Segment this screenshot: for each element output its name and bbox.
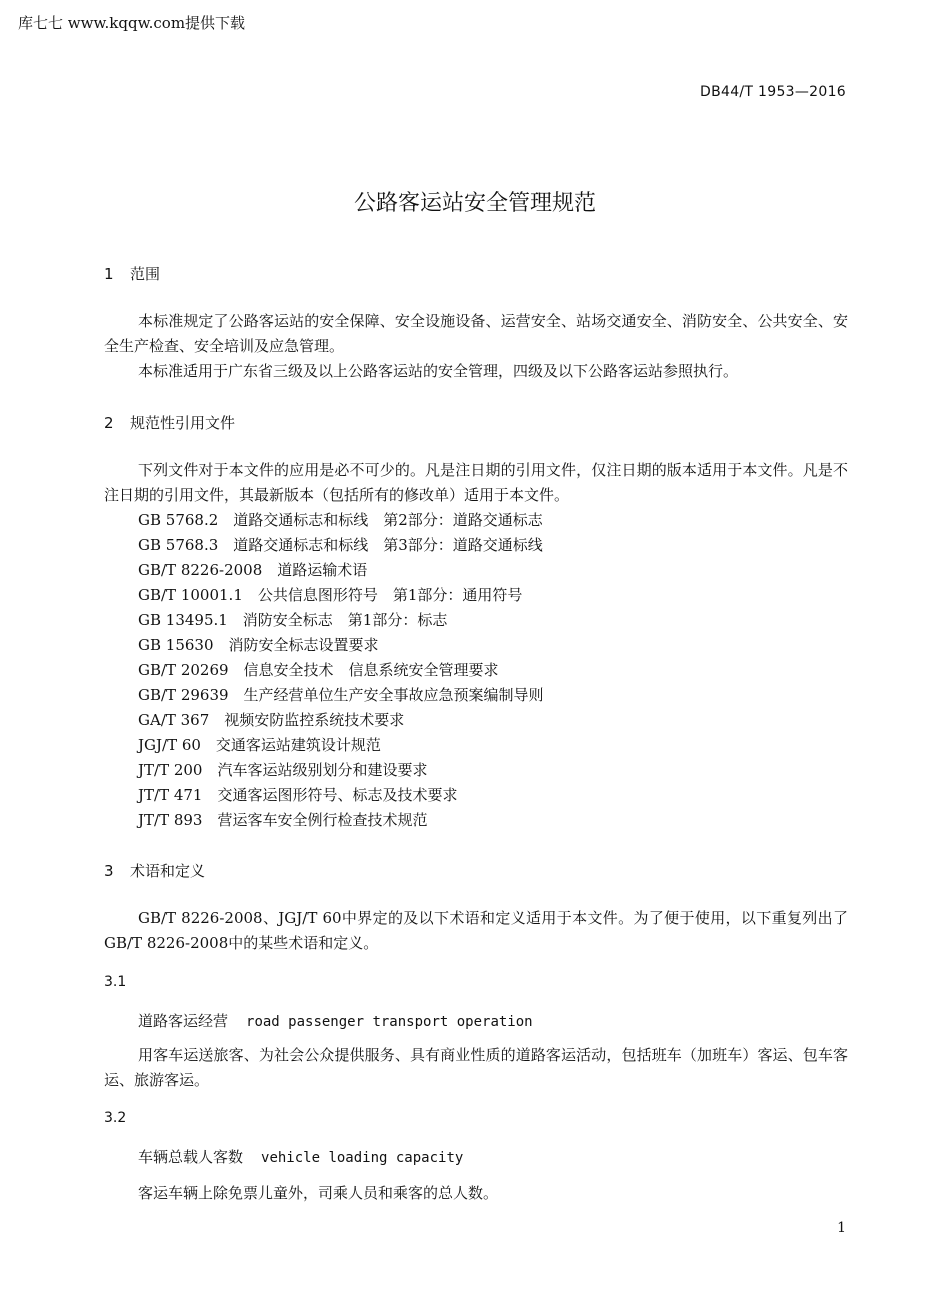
section-title: 术语和定义	[130, 862, 206, 880]
clause-number-3-2: 3.2	[104, 1110, 127, 1126]
definition-text: 客运车辆上除免票儿童外，司乘人员和乘客的总人数。	[138, 1184, 499, 1202]
term-chinese: 车辆总载人客数	[138, 1148, 244, 1166]
reference-item: GB/T 8226-2008 道路运输术语	[138, 561, 368, 579]
reference-item: GA/T 367 视频安防监控系统技术要求	[138, 711, 405, 729]
section-title: 规范性引用文件	[130, 414, 236, 432]
reference-item: JGJ/T 60 交通客运站建筑设计规范	[138, 736, 381, 754]
section-1-paragraph-2	[104, 359, 848, 384]
reference-item: GB 5768.2 道路交通标志和标线 第2部分：道路交通标志	[138, 511, 543, 529]
term-chinese: 道路客运经营	[138, 1012, 229, 1030]
paragraph-text: 本标准适用于广东省三级及以上公路客运站的安全管理，四级及以下公路客运站参照执行。	[138, 362, 739, 380]
section-2-paragraph-1	[104, 458, 848, 508]
section-1-paragraph-1	[104, 309, 848, 359]
definition-text: 用客车运送旅客、为社会公众提供服务、具有商业性质的道路客运活动，包括班车（加班车）客运、包车客运、旅游客运。	[104, 1046, 848, 1089]
reference-item: GB 15630 消防安全标志设置要求	[138, 636, 379, 654]
section-number: 3	[104, 862, 114, 880]
section-number: 2	[104, 414, 114, 432]
term-3-2	[138, 1146, 463, 1167]
section-3-paragraph-1	[104, 906, 848, 956]
section-2-heading	[104, 412, 235, 433]
reference-item: JT/T 471 交通客运图形符号、标志及技术要求	[138, 786, 458, 804]
term-english: vehicle loading capacity	[261, 1150, 464, 1166]
reference-item: GB 5768.3 道路交通标志和标线 第3部分：道路交通标线	[138, 536, 543, 554]
term-3-2-definition	[104, 1181, 848, 1206]
clause-number-3-1: 3.1	[104, 974, 127, 990]
watermark: 库七七 www.kqqw.com提供下载	[18, 14, 246, 32]
section-3-heading	[104, 860, 205, 881]
section-1-heading	[104, 263, 160, 284]
reference-item: GB/T 20269 信息安全技术 信息系统安全管理要求	[138, 661, 499, 679]
reference-item: GB/T 29639 生产经营单位生产安全事故应急预案编制导则	[138, 686, 544, 704]
section-title: 范围	[130, 265, 161, 283]
reference-item: GB/T 10001.1 公共信息图形符号 第1部分：通用符号	[138, 586, 523, 604]
paragraph-text: 下列文件对于本文件的应用是必不可少的。凡是注日期的引用文件，仅注日期的版本适用于本文件。凡是不注日期的引用文件，其最新版本（包括所有的修改单）适用于本文件。	[104, 461, 848, 504]
page-number: 1	[837, 1220, 846, 1236]
reference-item: JT/T 200 汽车客运站级别划分和建设要求	[138, 761, 428, 779]
document-number: DB44/T 1953—2016	[700, 84, 846, 100]
reference-item: GB 13495.1 消防安全标志 第1部分：标志	[138, 611, 448, 629]
paragraph-text: GB/T 8226-2008、JGJ/T 60中界定的及以下术语和定义适用于本文件。为了便于使用，以下重复列出了GB/T 8226-2008中的某些术语和定义。	[104, 909, 848, 952]
term-3-1	[138, 1010, 533, 1031]
paragraph-text: 本标准规定了公路客运站的安全保障、安全设施设备、运营安全、站场交通安全、消防安全、公共安全、安全生产检查、安全培训及应急管理。	[104, 312, 848, 355]
term-english: road passenger transport operation	[246, 1014, 533, 1030]
section-number: 1	[104, 265, 114, 283]
page-title: 公路客运站安全管理规范	[353, 191, 596, 216]
reference-item: JT/T 893 营运客车安全例行检查技术规范	[138, 811, 428, 829]
term-3-1-definition	[104, 1043, 848, 1093]
